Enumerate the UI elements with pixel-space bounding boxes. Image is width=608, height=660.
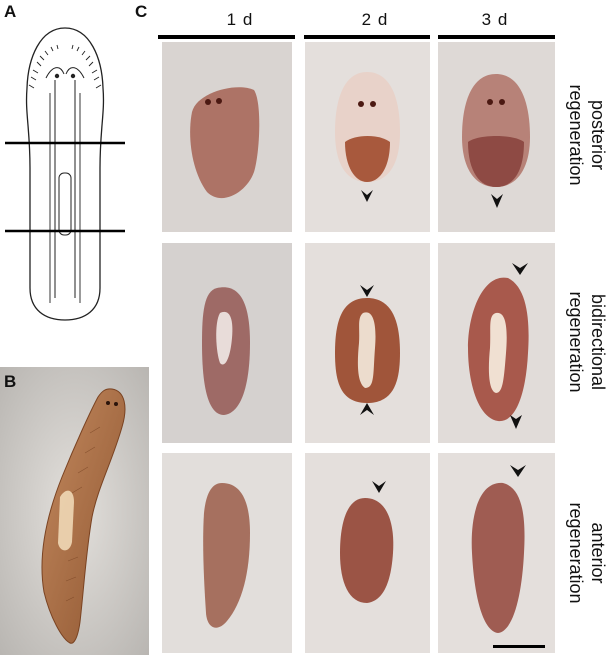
- row-label-posterior: [565, 65, 608, 205]
- panel-label-b: B: [4, 372, 17, 391]
- column-rule-2d: [304, 35, 430, 39]
- image-anterior-2d: [305, 453, 430, 653]
- row-label-anterior-line2: regeneration: [566, 502, 586, 604]
- image-bidirectional-3d: [438, 243, 555, 443]
- row-label-bidirectional: [565, 272, 608, 412]
- scale-bar: [493, 645, 545, 648]
- row-label-posterior-line1: posterior: [588, 99, 608, 171]
- row-label-bidirectional-line2: regeneration: [566, 291, 586, 393]
- image-bidirectional-2d: [305, 243, 430, 443]
- row-label-bidirectional-line1: bidirectional: [588, 293, 608, 391]
- column-header-3d: 3 d: [481, 10, 509, 29]
- column-rule-3d: [438, 35, 555, 39]
- row-label-anterior-line1: anterior: [588, 522, 608, 584]
- image-posterior-3d: [438, 42, 555, 232]
- image-posterior-2d: [305, 42, 430, 232]
- panel-label-a: A: [4, 2, 17, 21]
- image-anterior-1d: [162, 453, 292, 653]
- panel-label-c: C: [135, 2, 148, 21]
- planarian-schematic: [0, 18, 130, 340]
- image-posterior-1d: [162, 42, 292, 232]
- image-bidirectional-1d: [162, 243, 292, 443]
- column-rule-1d: [158, 35, 295, 39]
- planarian-photo: [0, 367, 149, 655]
- row-label-posterior-line2: regeneration: [566, 84, 586, 186]
- column-header-2d: 2 d: [361, 10, 389, 29]
- image-anterior-3d: [438, 453, 555, 653]
- row-label-anterior: [565, 483, 608, 623]
- column-header-1d: 1 d: [226, 10, 254, 29]
